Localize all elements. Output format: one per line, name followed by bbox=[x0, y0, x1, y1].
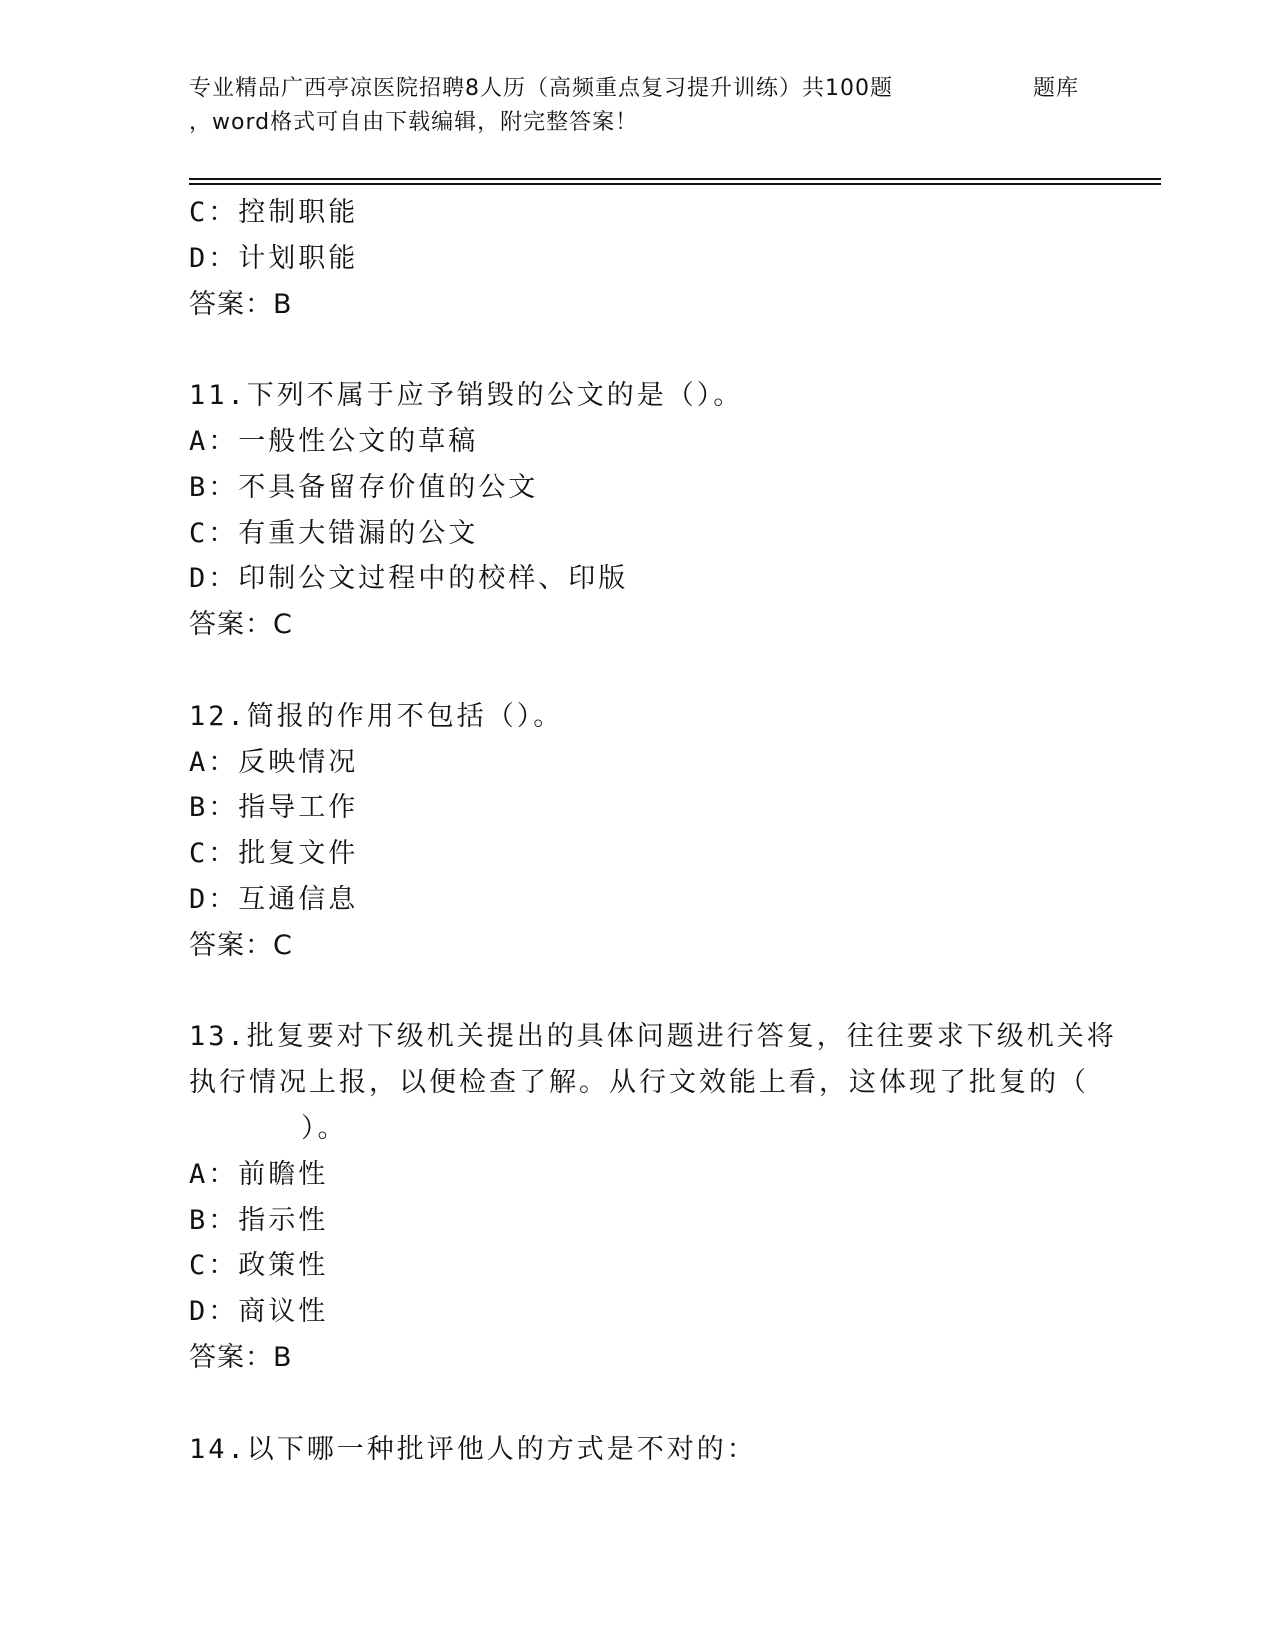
option-a-q12: A：反映情况 bbox=[189, 746, 359, 778]
header-title-line-2: ，word格式可自由下载编辑，附完整答案！ bbox=[189, 110, 639, 135]
option-d-q11: D：印制公文过程中的校样、印版 bbox=[189, 563, 629, 595]
header-rule-top bbox=[189, 178, 1161, 180]
header-tag: 题库 bbox=[1033, 76, 1080, 101]
spacer bbox=[189, 1381, 1089, 1427]
answer-q11: 答案：C bbox=[189, 609, 293, 641]
option-c-q12: C：批复文件 bbox=[189, 838, 359, 870]
header-rule-bottom bbox=[189, 183, 1161, 185]
document-body bbox=[189, 190, 1117, 1472]
option-a-q13: A：前瞻性 bbox=[189, 1158, 329, 1190]
option-d-q12: D：互通信息 bbox=[189, 883, 359, 915]
question-12: 12.简报的作用不包括（）。 bbox=[189, 700, 564, 732]
spacer bbox=[189, 327, 1089, 373]
option-d-q13: D：商议性 bbox=[189, 1296, 329, 1328]
answer-q12: 答案：C bbox=[189, 929, 293, 961]
header-title-line-1: 专业精品广西亭凉医院招聘8人历（高频重点复习提升训练）共100题 bbox=[189, 76, 893, 101]
option-b-q13: B：指示性 bbox=[189, 1204, 329, 1236]
option-c-q13: C：政策性 bbox=[189, 1250, 329, 1282]
option-d-q10: D：计划职能 bbox=[189, 242, 359, 274]
option-c-q10: C：控制职能 bbox=[189, 197, 359, 228]
option-a-q11: A：一般性公文的草稿 bbox=[189, 425, 479, 457]
question-11: 11.下列不属于应予销毁的公文的是（）。 bbox=[189, 380, 744, 412]
document-header bbox=[189, 72, 1089, 140]
option-b-q11: B：不具备留存价值的公文 bbox=[189, 471, 539, 503]
answer-q10: 答案：B bbox=[189, 288, 293, 320]
question-13-line-3: ）。 bbox=[301, 1112, 348, 1144]
question-14: 14.以下哪一种批评他人的方式是不对的： bbox=[189, 1433, 757, 1465]
spacer bbox=[189, 648, 1089, 694]
answer-q13: 答案：B bbox=[189, 1341, 293, 1373]
option-b-q12: B：指导工作 bbox=[189, 792, 359, 824]
question-13-line-2: 执行情况上报，以便检查了解。从行文效能上看，这体现了批复的（ bbox=[189, 1067, 1089, 1099]
spacer bbox=[189, 969, 1089, 1015]
question-13-line-1: 13.批复要对下级机关提出的具体问题进行答复，往往要求下级机关将 bbox=[189, 1021, 1117, 1053]
option-c-q11: C：有重大错漏的公文 bbox=[189, 517, 479, 549]
